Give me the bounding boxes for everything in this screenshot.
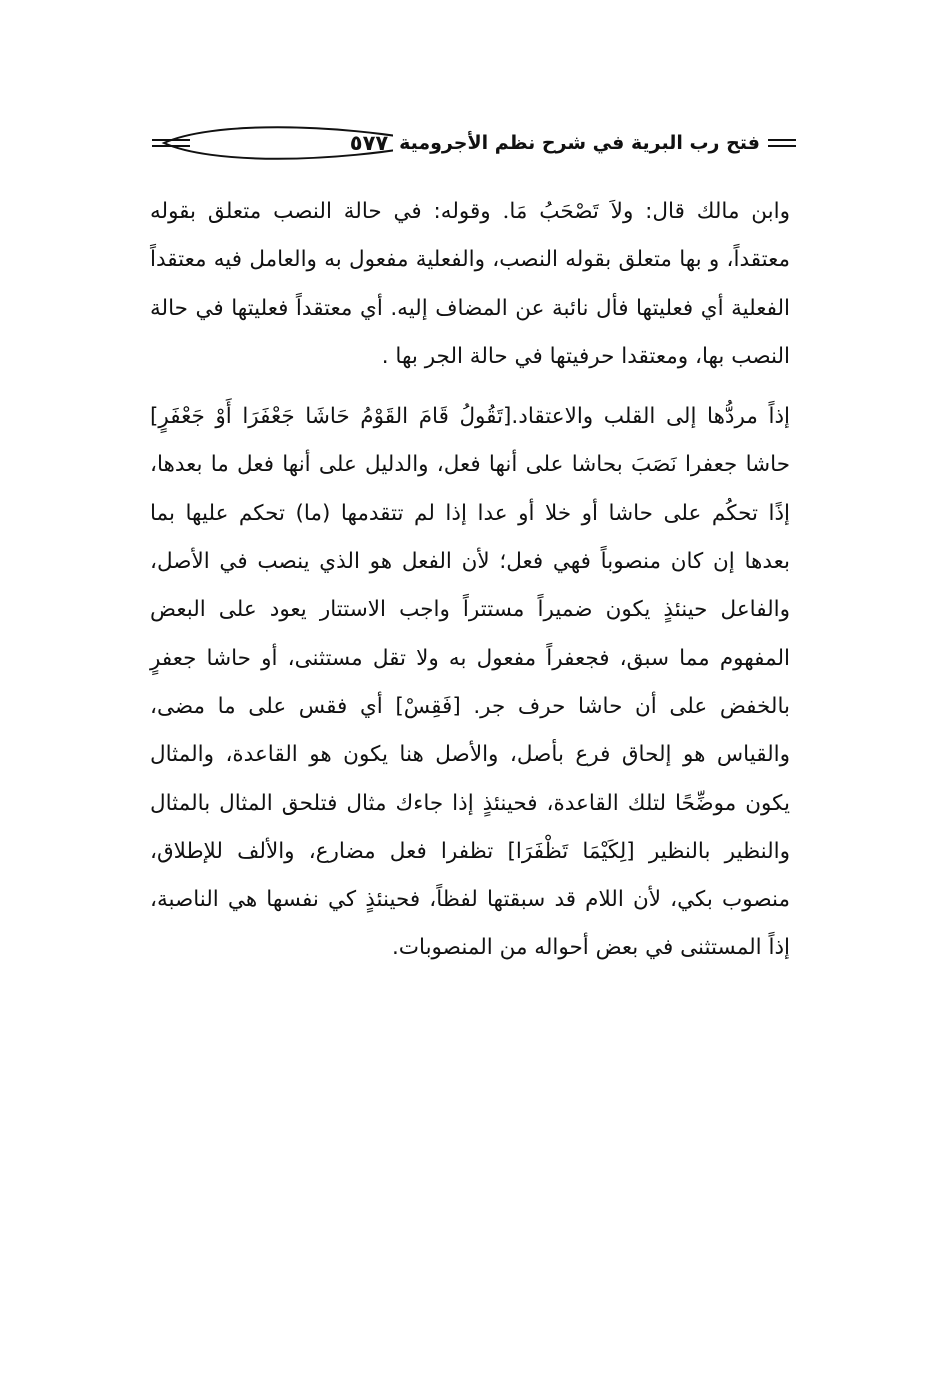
verse-quote-3: لِكَيْمَا تَظْفَرَا bbox=[515, 838, 627, 864]
paragraph-2-part-2: ] حاشا جعفرا نَصَبَ بحاشا على أنها فعل، والدليل على أنها فعل ما بعدها، إذًا تحكُم على حاشا أو خلا أو عدا إذا لم تتقدمها (ما) تحكم عليها بما بعدها إن كان منصوباً فهي فعل؛ لأن الفعل هو الذي ينصب في الأصل، والفاعل حينئذٍ يكون ضميراً مستتراً واجب الاستتار يعود على البعض المفهوم مما سبق، فجعفراً مفعول به ولا تقل مستثنى، أو حاشا جعفرٍ بالخفض على أن حاشا حرف جر. [ bbox=[150, 404, 790, 719]
paragraph-1 bbox=[150, 188, 790, 381]
paragraph-2-part-3: ] أي فقس على ما مضى، والقياس هو إلحاق فرع بأصل، والأصل هنا يكون هو القاعدة، والمثال يكون موضِّحًا لتلك القاعدة، فحينئذٍ إذا جاءك مثال فتلحق المثال بالمثال والنظير بالنظير [ bbox=[150, 693, 790, 864]
paragraph-1-text: وقوله: في حالة النصب متعلق بقوله معتقداً، و بها متعلق بقوله النصب، والفعلية مفعول به والعامل فيه معتقداً الفعلية أي فعليتها فأل نائبة عن المضاف إليه. أي معتقداً فعليتها في حالة النصب بها، ومعتقدا حرفيتها في حالة الجر بها . bbox=[150, 199, 790, 369]
verse-quote-2: فَقِسْ bbox=[403, 693, 453, 719]
page-body bbox=[150, 188, 790, 973]
paragraph-1-quote: ولاَ تَصْحَبُ مَا. bbox=[502, 199, 634, 224]
paragraph-2 bbox=[150, 393, 790, 973]
page-number: ٥٧٧ bbox=[349, 131, 389, 155]
paragraph-2-part-4: ] تظفرا فعل مضارع، والألف للإطلاق، منصوب بكي، لأن اللام قد سبقتها لفظاً، فحينئذٍ كي نفسها هي الناصبة، إذاً المستثنى في بعض أحواله من المنصوبات. bbox=[150, 838, 790, 961]
page-header bbox=[150, 118, 796, 168]
paragraph-2-part-1: إذاً مردُّها إلى القلب والاعتقاد.[ bbox=[503, 404, 790, 430]
paragraph-1-intro: وابن مالك قال: bbox=[633, 199, 791, 224]
book-title: فتح رب البرية في شرح نظم الأجرومية bbox=[393, 130, 766, 156]
verse-quote-1: تَقُولُ قَامَ القَوْمُ حَاشَا جَعْفَرَا أَوْ جَعْفَرٍ bbox=[158, 404, 504, 430]
